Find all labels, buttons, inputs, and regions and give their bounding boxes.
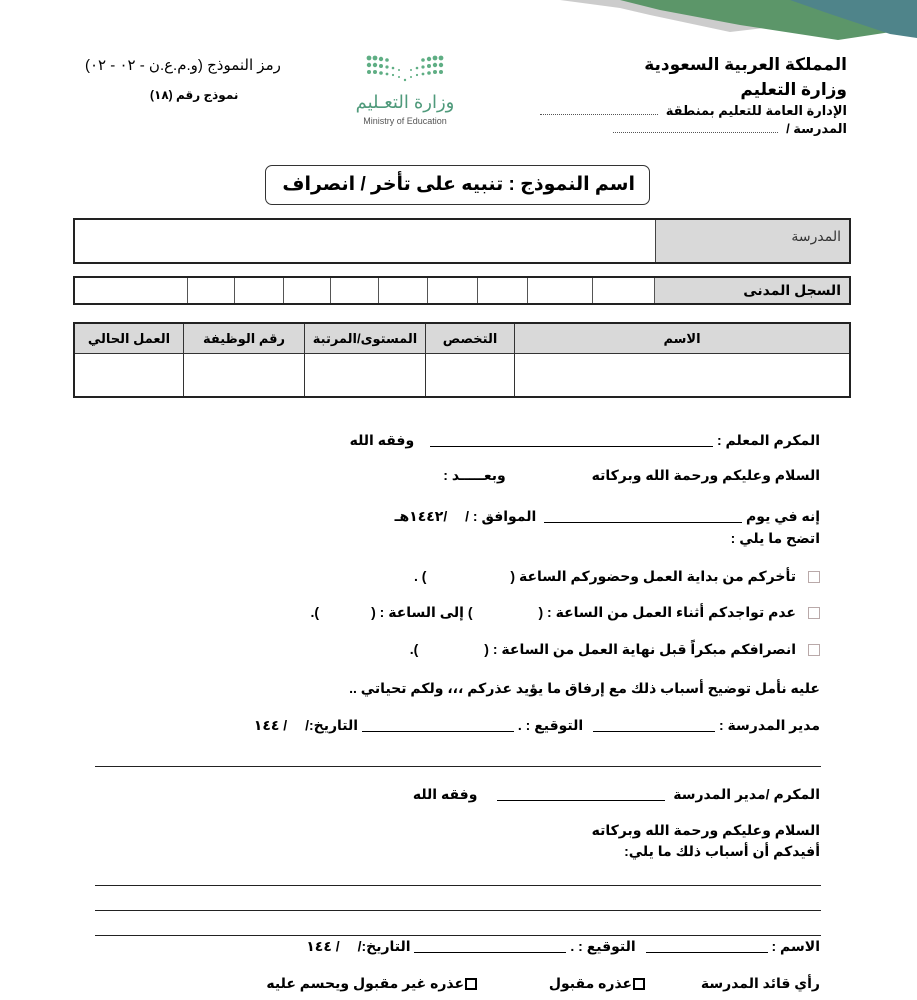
school-header-label: المدرسة / — [786, 121, 847, 136]
kingdom-title: المملكة العربية السعودية — [644, 55, 847, 74]
civil-registry-label: السجل المدنى — [655, 277, 851, 304]
option-early-leave-tail: ). — [409, 641, 419, 657]
civil-registry-digit[interactable] — [331, 277, 379, 304]
principal-date-label: التاريخ:/ — [305, 717, 359, 733]
logo-english-text: Ministry of Education — [363, 116, 447, 126]
staff-info-table — [73, 322, 851, 398]
table-header-row — [74, 323, 850, 354]
principal-signature-input-line[interactable] — [362, 731, 514, 732]
principal-signature-label: التوقيع : . — [517, 717, 584, 733]
greeting-text: السلام وعليكم ورحمة الله وبركاته — [591, 467, 820, 483]
header-specialization: التخصص — [426, 323, 515, 354]
reason-line-2[interactable] — [95, 910, 821, 911]
reason-line-3[interactable] — [95, 935, 821, 936]
principal-addressee-label: المكرم /مدير المدرسة — [673, 786, 820, 802]
excuse-accepted-label: عذره مقبول — [548, 975, 633, 991]
option-absence-tail: ). — [310, 604, 320, 620]
civil-registry-digit[interactable] — [478, 277, 528, 304]
option-late-arrival-text: تأخركم من بداية العمل وحضوركم الساعة ( — [510, 568, 796, 584]
school-field-table — [73, 218, 851, 264]
option-early-leave — [410, 641, 820, 658]
civil-registry-digit[interactable] — [74, 277, 188, 304]
teacher-signature-label: التوقيع : . — [570, 938, 636, 954]
option-absence-mid: ) إلى الساعة : ( — [371, 604, 473, 620]
late-arrival-checkbox[interactable] — [808, 571, 820, 583]
principal-name-input-line[interactable] — [593, 731, 715, 732]
corresponding-label: الموافق : / — [465, 508, 537, 524]
form-number: نموذج رقم (١٨) — [150, 88, 239, 102]
teacher-signature-line — [306, 938, 820, 955]
logo-arabic-text: وزارة التعـليم — [355, 92, 455, 112]
civil-registry-digit[interactable] — [284, 277, 331, 304]
date-line — [395, 508, 820, 525]
directorate-line — [540, 103, 847, 119]
cell-specialization[interactable] — [426, 354, 515, 398]
header-current-job: العمل الحالي — [74, 323, 184, 354]
teacher-name-signature-input-line[interactable] — [646, 952, 768, 953]
principal-label: مدير المدرسة : — [718, 717, 820, 733]
school-header-input-line[interactable] — [613, 131, 778, 133]
option-late-arrival — [414, 568, 820, 585]
greeting-line — [443, 467, 820, 484]
excuse-accepted-checkbox[interactable] — [633, 978, 645, 990]
civil-registry-digit[interactable] — [379, 277, 428, 304]
principal-signature-line — [254, 717, 820, 734]
clarified-text: اتضح ما يلي : — [730, 530, 820, 546]
teacher-date-value[interactable]: / ١٤٤ — [306, 938, 340, 954]
cell-current-job[interactable] — [74, 354, 184, 398]
decision-line — [266, 975, 820, 992]
directorate-label: الإدارة العامة للتعليم بمنطقة — [665, 103, 847, 118]
header-level-rank: المستوى/المرتبة — [305, 323, 426, 354]
school-field-label: المدرسة — [656, 219, 851, 263]
cell-level-rank[interactable] — [305, 354, 426, 398]
day-label: إنه في يوم — [746, 508, 820, 524]
form-code: رمز النموذج (و.م.ع.ن - ٠٢ - ٠٢) — [85, 57, 281, 74]
teacher-name-input-line[interactable] — [430, 446, 713, 447]
teacher-signature-input-line[interactable] — [414, 952, 566, 953]
ministry-logo-dots-icon — [355, 52, 455, 92]
school-field-input[interactable] — [74, 219, 656, 263]
civil-registry-table — [73, 276, 851, 305]
reply-intro: أفيدكم أن أسباب ذلك ما يلي: — [624, 843, 820, 859]
civil-registry-digit[interactable] — [428, 277, 478, 304]
civil-registry-digit[interactable] — [528, 277, 593, 304]
excuse-rejected-checkbox[interactable] — [465, 978, 477, 990]
early-leave-checkbox[interactable] — [808, 644, 820, 656]
option-absence — [311, 604, 820, 621]
ministry-logo — [355, 52, 455, 132]
request-text: عليه نأمل توضيح أسباب ذلك مع إرفاق ما يؤيد عذركم ،،، ولكم تحياتي .. — [349, 680, 820, 696]
civil-registry-digit[interactable] — [188, 277, 235, 304]
hijri-year: /١٤٤٢هـ — [394, 508, 448, 524]
option-late-arrival-tail: ) . — [413, 568, 427, 584]
ministry-title: وزارة التعليم — [740, 80, 847, 99]
option-early-leave-text: انصرافكم مبكراً قبل نهاية العمل من الساعة : ( — [484, 641, 796, 657]
cell-name[interactable] — [515, 354, 851, 398]
day-input-line[interactable] — [544, 522, 742, 523]
principal-addressee-input-line[interactable] — [497, 800, 665, 801]
excuse-rejected-label: عذره غير مقبول ويحسم عليه — [266, 975, 465, 991]
principal-date-value[interactable]: / ١٤٤ — [253, 717, 288, 733]
principal-addressee-suffix: وفقه الله — [412, 786, 478, 802]
principal-addressee-line — [413, 786, 820, 803]
table-row — [74, 354, 850, 398]
after-text: وبعـــــد : — [443, 467, 506, 483]
decorative-banner — [0, 0, 917, 45]
teacher-name-label: الاسم : — [771, 938, 820, 954]
header-name: الاسم — [515, 323, 851, 354]
section-divider — [95, 766, 821, 767]
teacher-addressee-line — [350, 432, 820, 449]
reply-greeting: السلام وعليكم ورحمة الله وبركاته — [591, 822, 820, 838]
decision-label: رأي قائد المدرسة — [700, 975, 820, 991]
teacher-addressee-suffix: وفقه الله — [349, 432, 415, 448]
cell-job-number[interactable] — [184, 354, 305, 398]
civil-registry-digit[interactable] — [235, 277, 284, 304]
civil-registry-digit[interactable] — [593, 277, 655, 304]
directorate-input-line[interactable] — [540, 113, 658, 115]
school-line — [613, 121, 847, 137]
reason-line-1[interactable] — [95, 885, 821, 886]
header-job-number: رقم الوظيفة — [184, 323, 305, 354]
form-title-box: اسم النموذج : تنبيه على تأخر / انصراف — [265, 165, 650, 205]
teacher-addressee-label: المكرم المعلم : — [716, 432, 820, 448]
absence-checkbox[interactable] — [808, 607, 820, 619]
teacher-date-label: التاريخ:/ — [357, 938, 411, 954]
option-absence-text: عدم تواجدكم أثناء العمل من الساعة : ( — [538, 604, 796, 620]
